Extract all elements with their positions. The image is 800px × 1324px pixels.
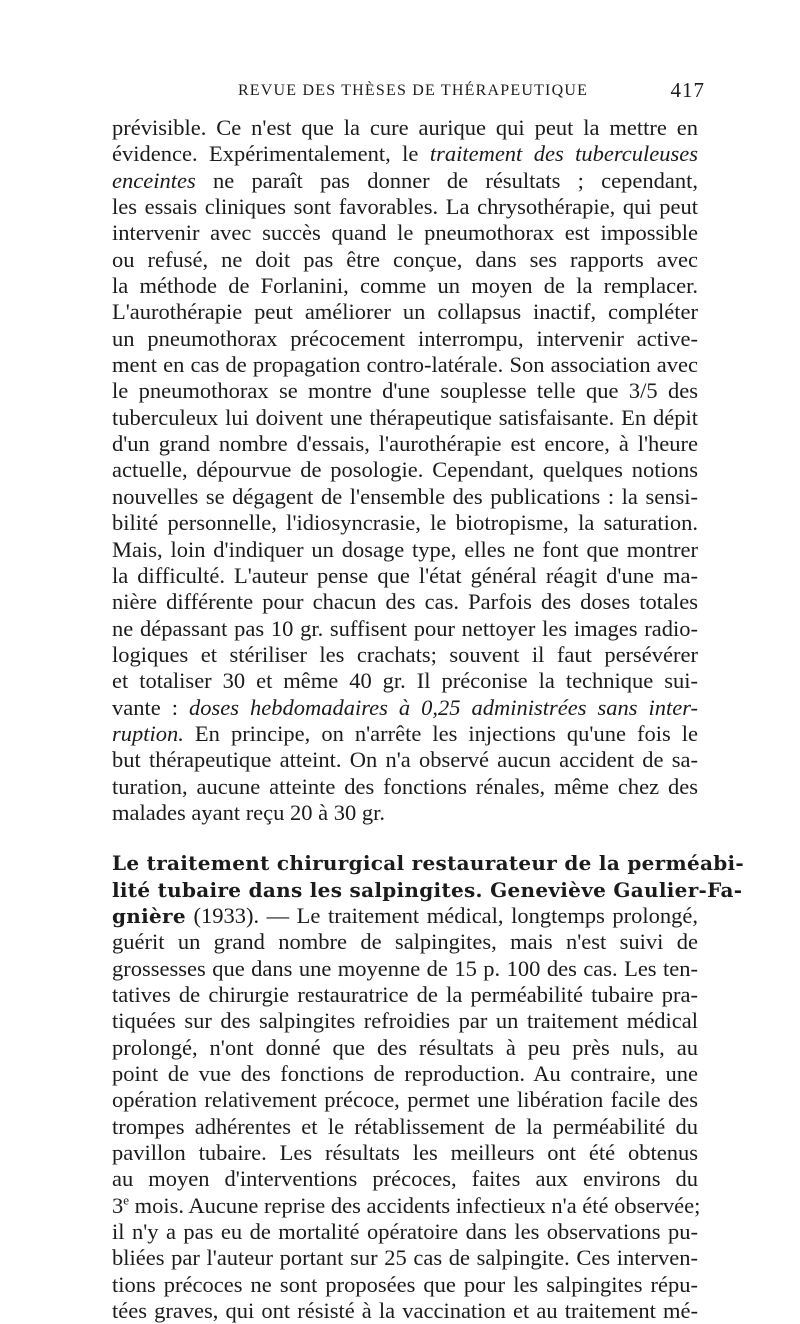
bold-text: lité tubaire dans les salpingites. Geneviève Gaulier-Fa- [112,877,743,902]
text-segment: tiquées sur des salpingites refroidies par un traitement médical [112,1008,698,1034]
text-line [112,247,698,273]
text-line [112,115,698,141]
italic-text: doses hebdomadaires à 0,25 administrées sans inter- [188,694,698,720]
text-segment: et totaliser 30 et même 40 gr. Il préconise la technique sui- [112,668,698,694]
page-number: 417 [670,78,705,102]
text-line [112,457,698,483]
text-segment: intervenir avec succès quand le pneumothorax est impossible [112,220,698,246]
text-line [112,220,698,246]
running-title: REVUE DES THÈSES DE THÉRAPEUTIQUE [237,82,589,99]
sup-text: e [123,1192,130,1208]
text-segment: opération relativement précoce, permet une libération facile des [112,1087,698,1113]
text-line [112,378,698,404]
italic-text: ruption. [112,720,184,746]
text-line [112,1272,698,1298]
bold-text: gnière [112,903,186,928]
text-segment: 3 [112,1192,124,1218]
text-line [112,537,698,563]
text-segment: nouvelles se dégagent de l'ensemble des publications : la sensi- [112,483,698,509]
text-line [112,1245,698,1271]
text-segment: nière différente pour chacun des cas. Parfois des doses totales [112,589,698,615]
text-segment: Mais, loin d'indiquer un dosage type, elles ne font que montrer [112,536,698,562]
text-segment: évidence. Expérimentalement, le [112,141,430,167]
text-segment: malades ayant reçu 20 à 30 gr. [112,799,386,825]
text-segment: prévisible. Ce n'est que la cure aurique qui peut la mettre en [112,115,698,140]
body-text [112,115,745,1324]
text-segment: L'aurothérapie peut améliorer un collapsus inactif, compléter [112,299,698,325]
text-segment: vante : [112,694,189,720]
text-line [112,141,698,167]
running-header [113,78,713,108]
text-line [112,721,698,747]
text-segment: tuberculeux lui doivent une thérapeutique satisfaisante. En dépit [112,404,698,430]
text-line [112,431,698,457]
text-line [112,1087,698,1113]
text-segment: grossesses que dans une moyenne de 15 p. 100 des cas. Les ten- [112,955,698,981]
text-line [112,1114,698,1140]
text-line [112,642,698,668]
text-segment: tées graves, qui ont résisté à la vaccination et au traitement mé- [112,1298,698,1324]
text-segment: un pneumothorax précocement interrompu, intervenir active- [112,325,698,351]
text-segment: tions précoces ne sont proposées que pour les salpingites répu- [112,1271,698,1297]
text-segment: la méthode de Forlanini, comme un moyen de la remplacer. [112,273,698,299]
text-line [112,877,743,903]
text-line [112,695,698,721]
text-segment: bliées par l'auteur portant sur 25 cas de salpingite. Ces interven- [112,1245,698,1271]
text-segment: au moyen d'interventions précoces, faites aux environs du [112,1166,698,1192]
text-line [112,1192,701,1219]
text-line [112,668,698,694]
text-segment: il n'y a pas eu de mortalité opératoire dans les observations pu- [112,1219,698,1245]
text-line [112,352,698,378]
paragraph-tubal-surgery [112,850,745,1324]
text-segment: mois. Aucune reprise des accidents infectieux n'a été observée; [129,1192,701,1218]
text-segment: point de vue des fonctions de reproduction. Au contraire, une [112,1061,698,1087]
text-line [112,1298,698,1324]
text-segment: turation, aucune atteinte des fonctions rénales, même chez des [112,773,698,799]
text-segment: (1933). — Le traitement médical, longtemps prolongé, [185,902,698,928]
text-line [112,405,698,431]
text-line [112,774,698,800]
text-line [112,800,698,826]
text-line [112,484,698,510]
text-line [112,299,698,325]
text-line [112,589,698,615]
text-line [112,850,745,876]
text-segment: ou refusé, ne doit pas être conçue, dans ses rapports avec [112,246,698,272]
text-segment: le pneumothorax se montre d'une souplesse telle que 3/5 des [112,378,698,404]
text-line [112,1140,698,1166]
text-segment: bilité personnelle, l'idiosyncrasie, le biotropisme, la saturation. [112,510,698,536]
text-line [112,982,698,1008]
bold-text: Le traitement chirurgical restaurateur de la perméabi- [112,851,745,876]
text-segment: but thérapeutique atteint. On n'a observé aucun accident de sa- [112,747,698,773]
text-segment: logiques et stériliser les crachats; souvent il faut persévérer [112,641,698,667]
text-line [112,1219,698,1245]
text-segment: pavillon tubaire. Les résultats les meilleurs ont été obtenus [112,1140,698,1166]
paragraph-gold-therapy [112,115,698,826]
text-segment: trompes adhérentes et le rétablissement de la perméabilité du [112,1113,698,1139]
text-line [112,168,698,194]
text-segment: prolongé, n'ont donné que des résultats à peu près nuls, au [112,1034,698,1060]
text-segment: En principe, on n'arrête les injections qu'une fois le [183,720,698,746]
text-segment: les essais cliniques sont favorables. La chrysothérapie, qui peut [112,194,698,220]
paragraph-gap [112,826,698,850]
text-line [112,1166,698,1192]
text-line [112,929,698,955]
text-segment: ne paraît pas donner de résultats ; cependant, [195,167,698,193]
text-line [112,326,698,352]
text-segment: la difficulté. L'auteur pense que l'état général réagit d'une ma- [112,562,698,588]
text-segment: actuelle, dépourvue de posologie. Cependant, quelques notions [112,457,698,483]
text-line [112,903,698,929]
text-line [112,510,698,536]
text-segment: tatives de chirurgie restauratrice de la perméabilité tubaire pra- [112,982,698,1007]
text-segment: ment en cas de propagation contro-latérale. Son association avec [112,352,698,378]
text-segment: ne dépassant pas 10 gr. suffisent pour nettoyer les images radio- [112,615,698,641]
text-line [112,747,698,773]
text-line [112,194,698,220]
text-line [112,616,698,642]
text-segment: guérit un grand nombre de salpingites, mais n'est suivi de [112,929,698,955]
text-line [112,956,698,982]
text-segment: d'un grand nombre d'essais, l'aurothérapie est encore, à l'heure [112,431,698,457]
text-line [112,1008,698,1034]
text-line [112,1061,698,1087]
italic-text: traitement des tuberculeuses [429,141,698,167]
text-line [112,1035,698,1061]
text-line [112,273,698,299]
italic-text: enceintes [112,167,196,193]
text-line [112,563,698,589]
